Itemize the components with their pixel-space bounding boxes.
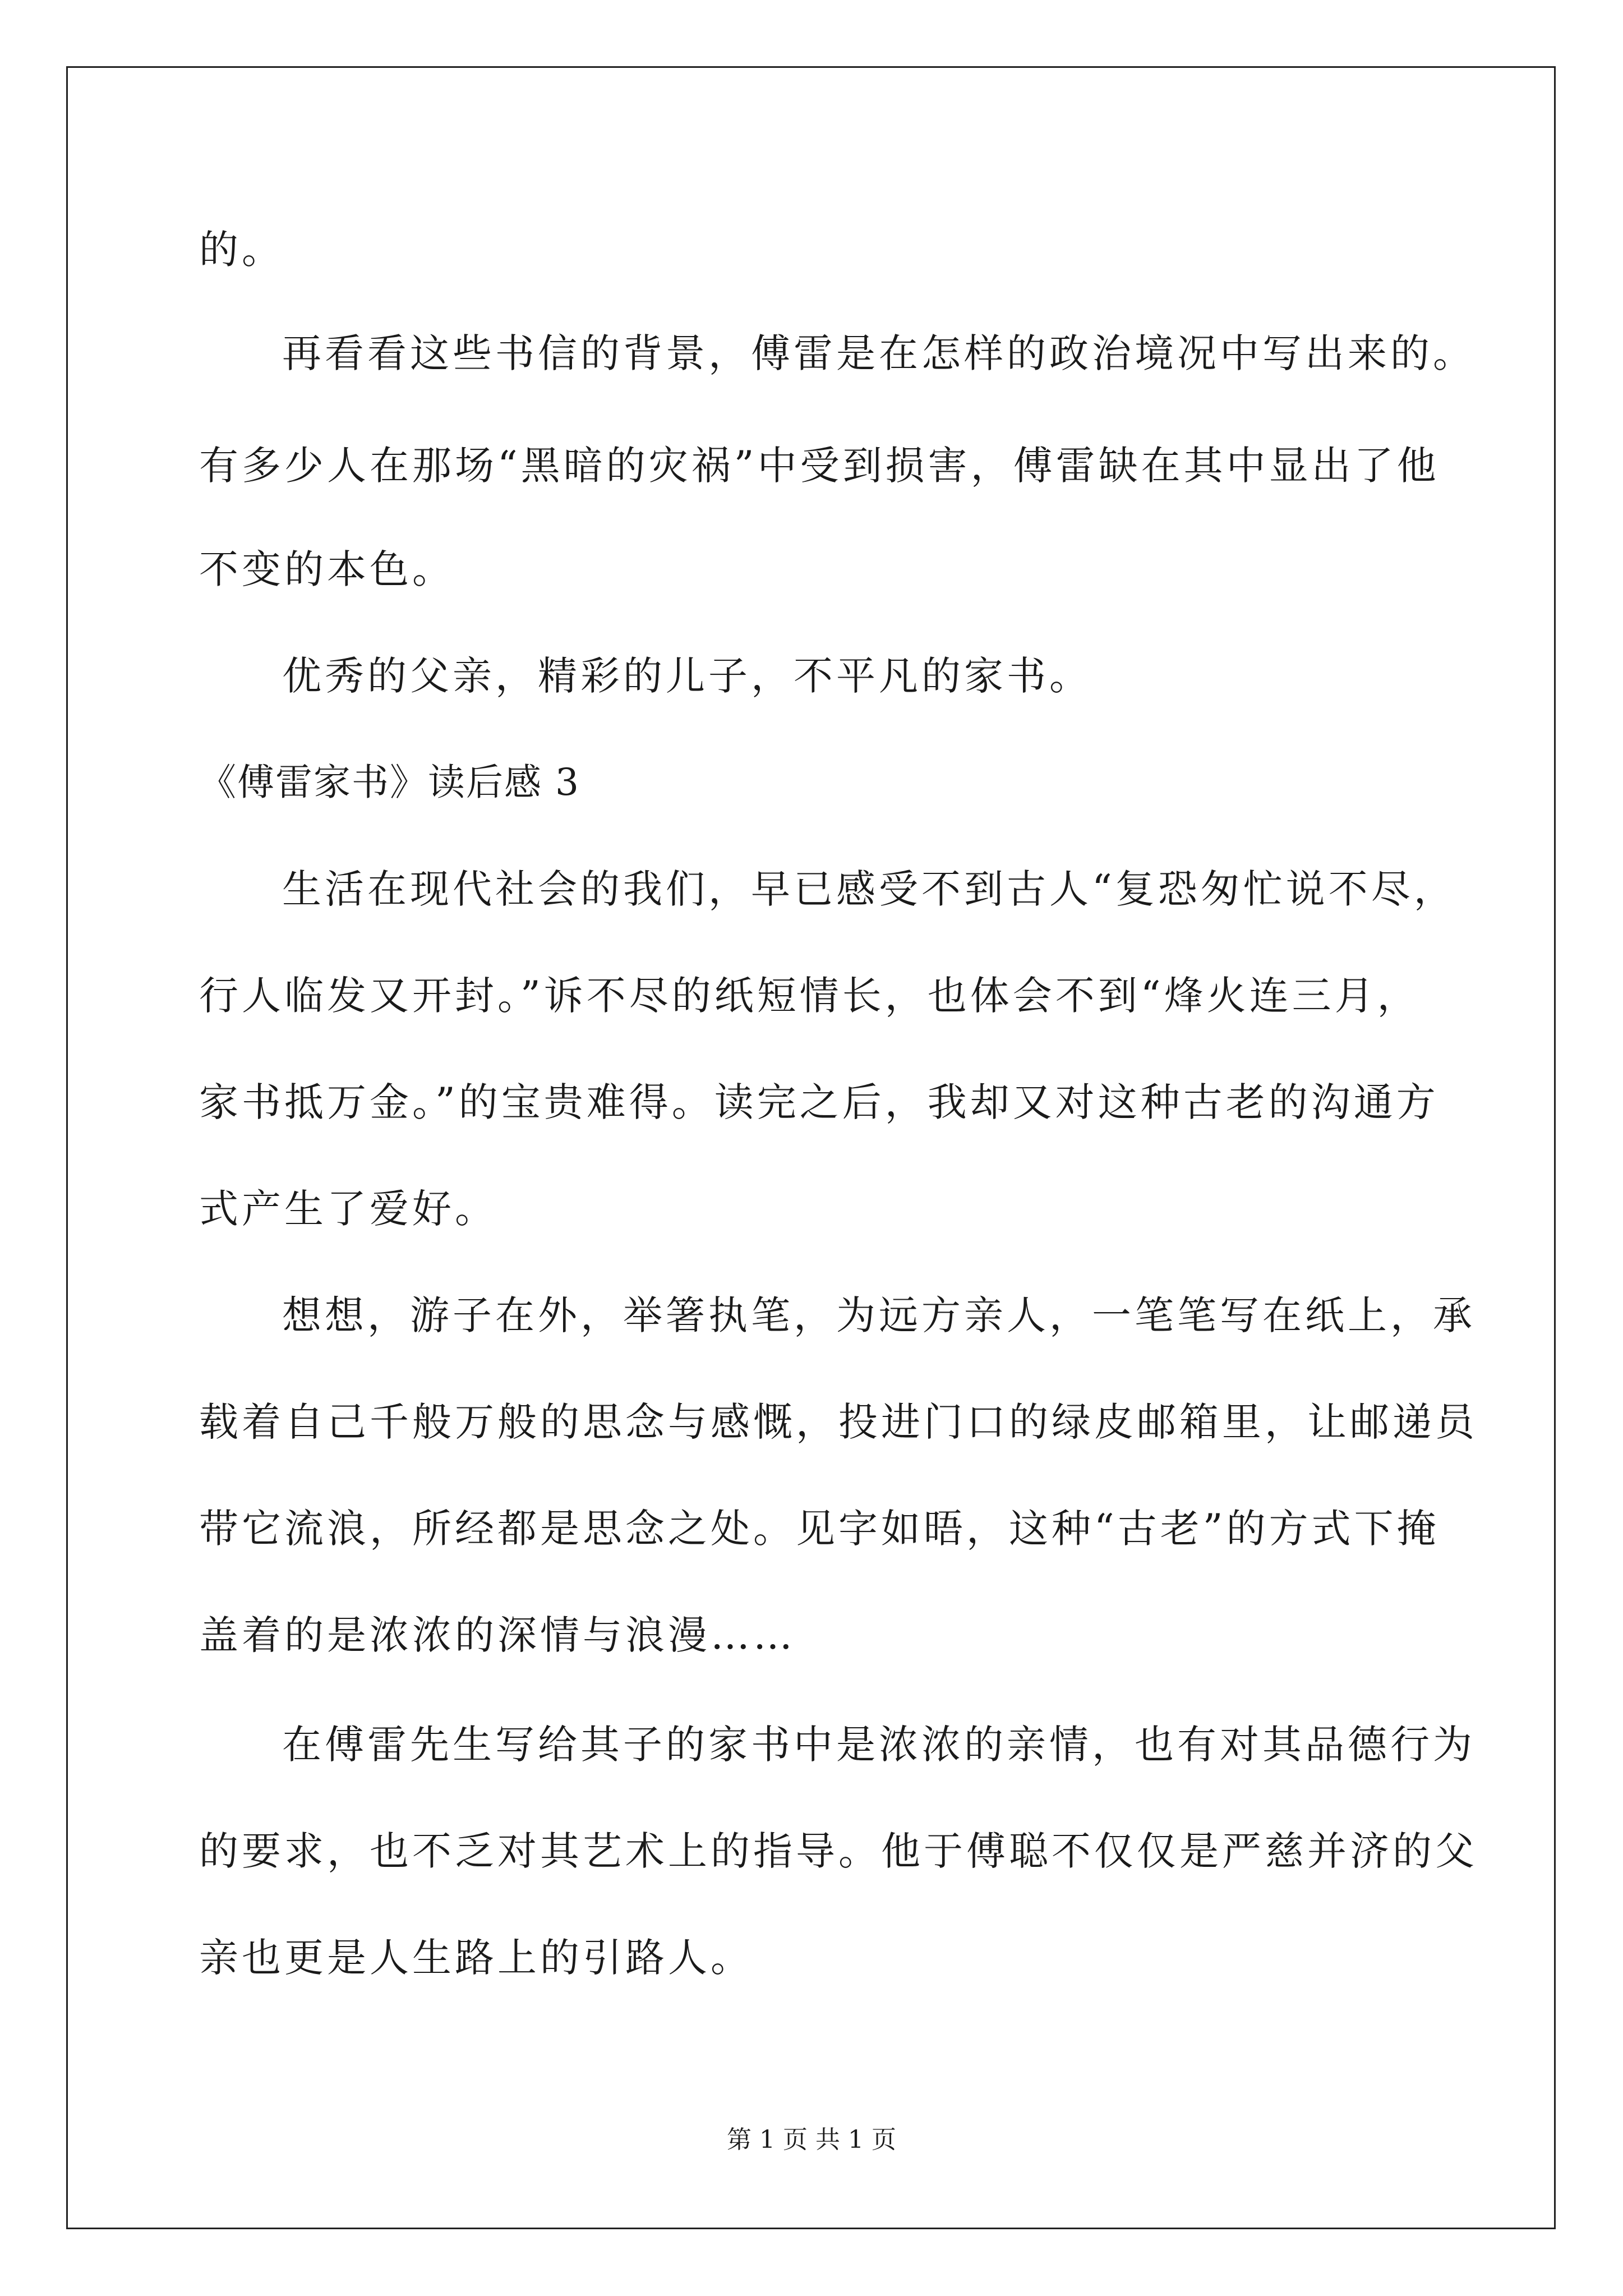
paragraph-line: 想想，游子在外，举箸执笔，为远方亲人，一笔笔写在纸上，承 (282, 1292, 1476, 1338)
paragraph-line: 生活在现代社会的我们，早已感受不到古人“复恐匆忙说不尽， (282, 866, 1456, 912)
paragraph-line: 行人临发又开封。”诉不尽的纸短情长，也体会不到“烽火连三月， (199, 973, 1420, 1019)
paragraph-line: 式产生了爱好。 (199, 1186, 497, 1232)
paragraph-line: 亲也更是人生路上的引路人。 (199, 1935, 753, 1981)
paragraph-line: 带它流浪，所经都是思念之处。见字如晤，这种“古老”的方式下掩 (199, 1506, 1440, 1552)
paragraph-line: 的要求，也不乏对其艺术上的指导。他于傅聪不仅仅是严慈并济的父 (199, 1828, 1478, 1874)
paragraph-line: 优秀的父亲，精彩的儿子，不平凡的家书。 (282, 653, 1092, 699)
section-heading: 《傅雷家书》读后感 3 (199, 761, 580, 804)
paragraph-line: 家书抵万金。”的宝贵难得。读完之后，我却又对这种古老的沟通方 (199, 1079, 1439, 1125)
paragraph-line: 再看看这些书信的背景，傅雷是在怎样的政治境况中写出来的。 (282, 330, 1476, 376)
page-number-footer: 第 1 页 共 1 页 (727, 2125, 896, 2154)
paragraph-line: 的。 (199, 227, 284, 273)
page-border (66, 66, 1556, 2229)
paragraph-line: 不变的本色。 (199, 546, 455, 592)
paragraph-line: 载着自己千般万般的思念与感慨，投进门口的绿皮邮箱里，让邮递员 (199, 1399, 1478, 1445)
paragraph-line: 盖着的是浓浓的深情与浪漫…… (199, 1612, 796, 1658)
paragraph-line: 有多少人在那场“黑暗的灾祸”中受到损害，傅雷缺在其中显出了他 (199, 443, 1440, 489)
paragraph-line: 在傅雷先生写给其子的家书中是浓浓的亲情，也有对其品德行为 (282, 1722, 1476, 1768)
